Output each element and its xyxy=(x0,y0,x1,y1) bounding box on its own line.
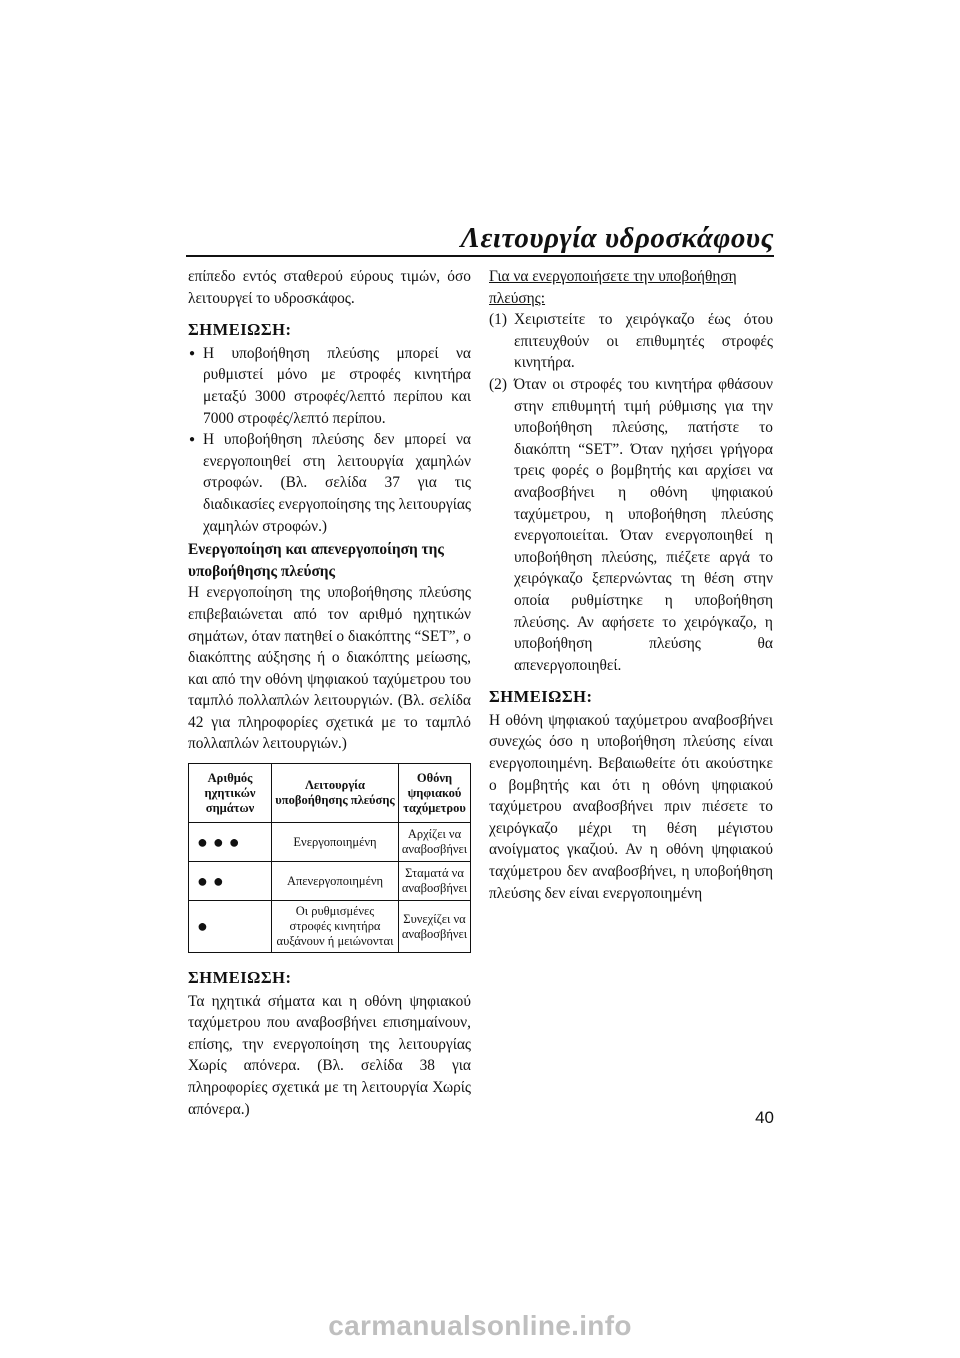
left-column xyxy=(188,266,471,1120)
intro-text: επίπεδο εντός σταθερού εύρους τιμών, όσο λειτουργεί το υδροσκάφος. xyxy=(188,268,471,307)
function-cell: Ενεργοποιημένη xyxy=(272,823,399,862)
display-cell: Αρχίζει να αναβοσβήνει xyxy=(399,823,471,862)
section-paragraph: Η ενεργοποίηση της υποβοήθησης πλεύσης επιβεβαιώνεται από τον αριθμό ηχητικών σημάτων, όταν πατηθεί ο διακόπτης “SET”, ο διακόπτης αύξησης ή ο διακόπτης μείωσης, και από την οθόνη ψηφιακού ταχύμετρου του ταμπλό πολλαπλών λειτουργιών. (Βλ. σελίδα 42 για πληροφορίες σχετικά με το ταμπλό πολλαπλών λειτουργιών.) xyxy=(188,584,471,753)
table-row xyxy=(189,862,471,901)
col-header-function: Λειτουργία υποβοήθησης πλεύσης xyxy=(272,764,399,823)
display-cell: Σταματά να αναβοσβήνει xyxy=(399,862,471,901)
function-cell: Οι ρυθμισμένες στροφές κινητήρα αυξάνουν ή μειώνονται xyxy=(272,901,399,953)
display-cell: Συνεχίζει να αναβοσβήνει xyxy=(399,901,471,953)
note-1-bullet-1: ● Η υποβοήθηση πλεύσης μπορεί να ρυθμιστεί μόνο με στροφές κινητήρα μεταξύ 3000 στροφές/λεπτό περίπου και 7000 στροφές/λεπτό περίπου. xyxy=(188,343,471,429)
col-header-display: Οθόνη ψηφιακού ταχύμετρου xyxy=(399,764,471,823)
beep-dots: ● xyxy=(189,901,272,953)
step-number: (1) xyxy=(489,311,507,329)
note-1-bullets xyxy=(188,343,471,537)
step-item xyxy=(489,309,773,374)
step-number: (2) xyxy=(489,375,507,393)
footer-watermark[interactable]: carmanualsonline.info xyxy=(328,1310,632,1341)
instruction-heading: Για να ενεργοποιήσετε την υποβοήθηση πλεύσης: xyxy=(489,268,737,307)
buzzer-signal-table xyxy=(188,763,471,953)
table-row xyxy=(189,901,471,953)
beep-dots: ●●● xyxy=(189,823,272,862)
page-header-title: Λειτουργία υδροσκάφους xyxy=(460,222,774,254)
page-number: 40 xyxy=(755,1108,774,1127)
table-row xyxy=(189,823,471,862)
note-heading-2: ΣΗΜΕΙΩΣΗ: xyxy=(188,968,292,988)
note-1-bullet-2: ● Η υποβοήθηση πλεύσης δεν μπορεί να ενεργοποιηθεί στη λειτουργία χαμηλών στροφών. (Βλ. σελίδα 37 για τις διαδικασίες ενεργοποίησης της λειτουργίας χαμηλών στροφών.) xyxy=(188,429,471,537)
note-2-text: Τα ηχητικά σήματα και η οθόνη ψηφιακού ταχύμετρου που αναβοσβήνει επισημαίνουν, επίσης, την ενεργοποίηση της λειτουργίας Χωρίς απόνερα. (Βλ. σελίδα 38 για πληροφορίες σχετικά με τη λειτουργία Χωρίς απόνερα.) xyxy=(188,992,471,1118)
table-header-row xyxy=(189,764,471,823)
section-subheading: Ενεργοποίηση και απενεργοποίηση της υποβοήθησης πλεύσης xyxy=(188,541,444,580)
beep-dots: ●● xyxy=(189,862,272,901)
step-text: Χειριστείτε το χειρόγκαζο έως ότου επιτευχθούν οι επιθυμητές στροφές κινητήρα. xyxy=(514,311,773,372)
right-column xyxy=(489,266,773,904)
step-text: Όταν οι στροφές του κινητήρα φθάσουν στην επιθυμητή τιμή ρύθμισης για την υποβοήθηση πλεύσης, πατήστε το διακόπτη “SET”. Όταν ηχήσει γρήγορα τρεις φορές ο βομβητής και αρχίσει να αναβοσβήνει η οθόνη ψηφιακού ταχύμετρου, η υποβοήθηση πλεύσης ενεργοποιείται. Όταν ενεργοποιηθεί η υποβοήθηση πλεύσης, πιέζετε αργά το χειρόγκαζο ξεπερνώντας τη θέση στην οποία ρυθμίστηκε η υποβοήθηση πλεύσης. Αν αφήσετε το χειρόγκαζο, η υποβοήθηση πλεύσης θα απενεργοποιηθεί. xyxy=(514,375,773,674)
header-rule xyxy=(186,255,774,257)
note-heading-3: ΣΗΜΕΙΩΣΗ: xyxy=(489,687,593,707)
note-heading-1: ΣΗΜΕΙΩΣΗ: xyxy=(188,320,292,340)
instruction-steps xyxy=(489,309,773,676)
col-header-beeps: Αριθμός ηχητικών σημάτων xyxy=(189,764,272,823)
function-cell: Απενεργοποιημένη xyxy=(272,862,399,901)
note-3-text: Η οθόνη ψηφιακού ταχύμετρου αναβοσβήνει συνεχώς όσο η υποβοήθηση πλεύσης είναι ενεργοποιημένη. Βεβαιωθείτε ότι ακούστηκε ο βομβητής και ότι η οθόνη ψηφιακού ταχύμετρου αναβοσβήνει πριν πιέσετε το χειρόγκαζο μέχρι τη θέση μέγιστου ανοίγματος γκαζιού. Αν η οθόνη ψηφιακού ταχύμετρου δεν αναβοσβήνει, η υποβοήθηση πλεύσης δεν είναι ενεργοποιημένη xyxy=(489,711,773,902)
step-item xyxy=(489,374,773,676)
